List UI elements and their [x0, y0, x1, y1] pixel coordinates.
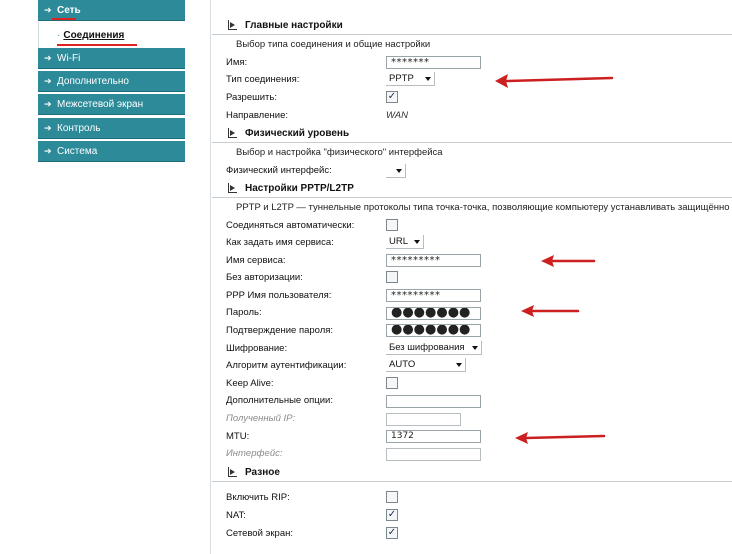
chevron-down-icon [414, 240, 420, 244]
service-method-select[interactable] [386, 235, 424, 249]
field-label: PPP Имя пользователя: [226, 289, 332, 301]
row-interface [226, 445, 386, 461]
field-label: Алгоритм аутентификации: [226, 359, 347, 371]
chevron-down-icon [425, 77, 431, 81]
row-no-auth [226, 269, 386, 285]
divider [212, 481, 732, 482]
sidebar [0, 0, 186, 554]
annotation-underline [57, 44, 137, 46]
chevron-down-icon [472, 346, 478, 350]
interface-field [386, 448, 481, 461]
row-service-name [226, 252, 386, 268]
field-label: Направление: [226, 109, 288, 121]
arrow-right-icon: ➔ [44, 98, 52, 109]
sidebar-item-label: Сеть [57, 4, 81, 16]
physical-iface-select[interactable] [386, 164, 406, 178]
field-label: Подтверждение пароля: [226, 324, 334, 336]
sidebar-item-advanced[interactable] [38, 71, 185, 92]
row-rip [226, 489, 386, 505]
auto-connect-checkbox[interactable] [386, 219, 398, 231]
extra-options-input[interactable] [386, 395, 481, 408]
row-received-ip [226, 410, 386, 426]
row-name [226, 54, 386, 70]
sidebar-item-label: Wi-Fi [57, 52, 81, 64]
nat-checkbox[interactable]: ✓ [387, 509, 397, 520]
chevron-down-icon [456, 363, 462, 367]
arrow-right-icon: ➔ [44, 4, 52, 15]
field-label: Включить RIP: [226, 491, 290, 503]
field-label: Без авторизации: [226, 271, 303, 283]
encryption-select[interactable] [386, 341, 482, 355]
section-title: Главные настройки [245, 19, 343, 31]
service-name-input[interactable]: ********* [386, 254, 481, 267]
section-title: Разное [245, 466, 280, 478]
divider [212, 197, 732, 198]
row-keepalive [226, 375, 386, 391]
password-input[interactable]: ●●●●●●● [386, 307, 481, 320]
section-title: Физический уровень [245, 127, 350, 139]
row-nat [226, 507, 386, 523]
row-auth-algo [226, 357, 386, 373]
sidebar-item-label: Межсетевой экран [57, 98, 144, 110]
annotation-underline [52, 18, 76, 20]
row-auto-connect [226, 217, 386, 233]
sidebar-item-label: Система [57, 145, 98, 157]
row-service-method [226, 234, 386, 250]
field-label: Интерфейс: [226, 447, 283, 459]
sidebar-item-control[interactable] [38, 118, 185, 139]
select-value: AUTO [389, 359, 416, 370]
sidebar-item-firewall[interactable] [38, 94, 185, 115]
firewall-checkbox[interactable]: ✓ [387, 527, 397, 538]
arrow-right-icon: ➔ [44, 122, 52, 133]
sidebar-item-label: Контроль [57, 122, 101, 134]
row-firewall [226, 525, 386, 541]
bullet-icon: · [57, 29, 61, 41]
section-misc [228, 464, 280, 480]
section-arrow-icon [228, 467, 237, 477]
row-direction [226, 107, 386, 123]
annotation-arrow-icon [518, 302, 582, 320]
section-arrow-icon [228, 20, 237, 30]
field-label: Имя: [226, 56, 248, 68]
arrow-right-icon: ➔ [44, 75, 52, 86]
row-enable [226, 89, 386, 105]
sidebar-item-wifi[interactable] [38, 48, 185, 69]
section-main-settings [228, 17, 343, 33]
content-border [210, 0, 211, 554]
name-input[interactable]: ******* [386, 56, 481, 69]
no-auth-checkbox[interactable] [386, 271, 398, 283]
row-mtu [226, 428, 386, 444]
annotation-arrow-icon [538, 252, 598, 270]
keepalive-checkbox[interactable] [386, 377, 398, 389]
field-label: Пароль: [226, 306, 262, 318]
section-arrow-icon [228, 183, 237, 193]
row-password-confirm [226, 322, 386, 338]
field-label: Соединяться автоматически: [226, 219, 355, 231]
row-encryption [226, 340, 386, 356]
enable-checkbox[interactable]: ✓ [387, 91, 397, 102]
mtu-input[interactable]: 1372 [386, 430, 481, 443]
rip-checkbox[interactable] [386, 491, 398, 503]
password-confirm-input[interactable]: ●●●●●●● [386, 324, 481, 337]
received-ip-field [386, 413, 461, 426]
field-label: Имя сервиса: [226, 254, 286, 266]
field-label: Шифрование: [226, 342, 288, 354]
row-physical-iface [226, 162, 386, 178]
annotation-arrow-icon [492, 70, 616, 92]
row-password [226, 304, 386, 320]
field-label: Keep Alive: [226, 377, 274, 389]
select-value: Без шифрования [389, 342, 465, 353]
sidebar-item-label: Дополнительно [57, 75, 129, 87]
auth-algo-select[interactable] [386, 358, 466, 372]
row-extra-opts [226, 392, 386, 408]
section-pptp [228, 180, 354, 196]
section-physical [228, 125, 349, 141]
field-label: Физический интерфейс: [226, 164, 332, 176]
field-label: NAT: [226, 509, 246, 521]
direction-value: WAN [386, 110, 408, 121]
section-description: Выбор и настройка "физического" интерфейса [236, 147, 443, 158]
divider [212, 34, 732, 35]
row-conn-type [226, 71, 386, 87]
ppp-username-input[interactable]: ********* [386, 289, 481, 302]
section-description: Выбор типа соединения и общие настройки [236, 39, 431, 50]
section-arrow-icon [228, 128, 237, 138]
field-label: Разрешить: [226, 91, 277, 103]
field-label: MTU: [226, 430, 250, 442]
arrow-right-icon: ➔ [44, 52, 52, 63]
field-label: Как задать имя сервиса: [226, 236, 334, 248]
section-description: PPTP и L2TP — туннельные протоколы типа точка-точка, позволяющие компьютеру устанавливать защищённо [236, 202, 730, 213]
divider [212, 142, 732, 143]
conn-type-select[interactable] [386, 72, 435, 86]
field-label: Полученный IP: [226, 412, 296, 424]
sidebar-item-system[interactable] [38, 141, 185, 162]
section-title: Настройки PPTP/L2TP [245, 182, 354, 194]
field-label: Дополнительные опции: [226, 394, 333, 406]
annotation-arrow-icon [512, 428, 608, 446]
chevron-down-icon [396, 169, 402, 173]
select-value: URL [389, 236, 409, 247]
sidebar-subitem-label: Соединения [63, 29, 125, 41]
select-value: PPTP [389, 73, 414, 84]
field-label: Тип соединения: [226, 73, 300, 85]
arrow-right-icon: ➔ [44, 145, 52, 156]
field-label: Сетевой экран: [226, 527, 293, 539]
row-ppp-user [226, 287, 386, 303]
